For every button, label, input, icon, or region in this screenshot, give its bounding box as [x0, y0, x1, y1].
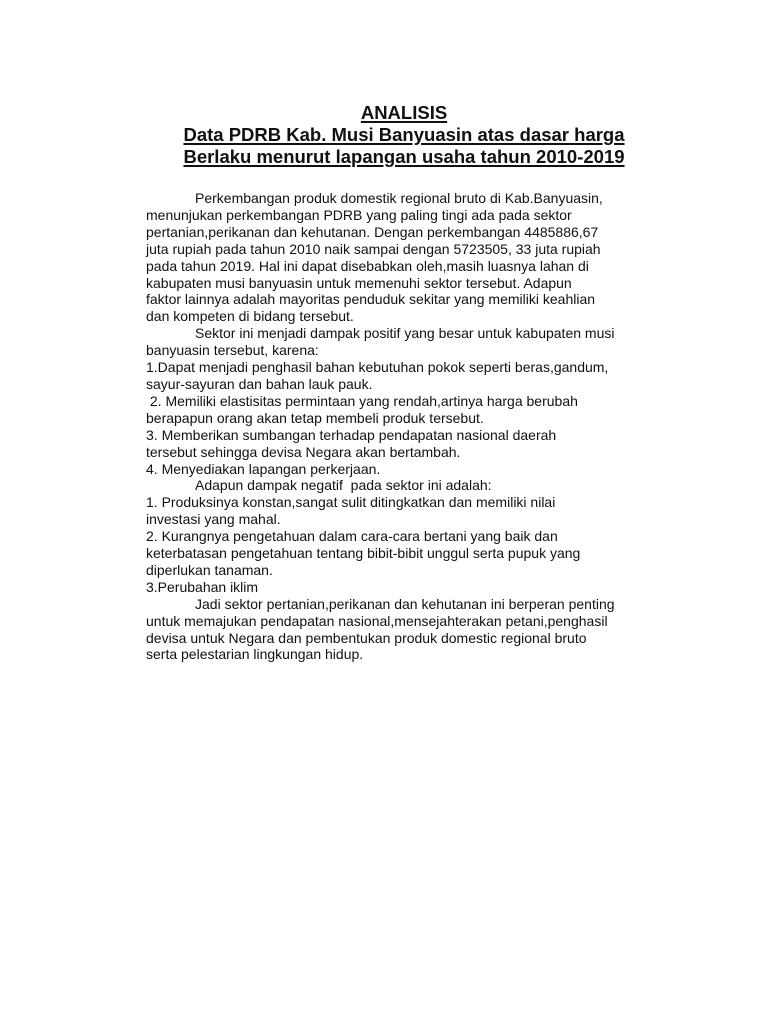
body-line: menunjukan perkembangan PDRB yang paling tingi ada pada sektor: [146, 206, 572, 223]
list-item: berapapun orang akan tetap membeli produk tersebut.: [146, 409, 484, 426]
body-line: Perkembangan produk domestik regional bruto di Kab.Banyuasin,: [195, 190, 603, 206]
title-heading: ANALISIS: [360, 102, 448, 123]
list-item: 1.Dapat menjadi penghasil bahan kebutuhan pokok seperti beras,gandum,: [146, 359, 609, 376]
body-line: devisa untuk Negara dan pembentukan produk domestic regional bruto: [146, 629, 587, 646]
list-item: investasi yang mahal.: [146, 511, 281, 528]
list-item: tersebut sehingga devisa Negara akan bertambah.: [146, 443, 461, 460]
list-item: 3.Perubahan iklim: [146, 578, 259, 595]
list-item: diperlukan tanaman.: [146, 561, 273, 578]
list-item: 3. Memberikan sumbangan terhadap pendapatan nasional daerah: [146, 426, 557, 443]
title-subtitle-line-1: Data PDRB Kab. Musi Banyuasin atas dasar harga: [183, 124, 625, 145]
body-line: untuk memajukan pendapatan nasional,mensejahterakan petani,penghasil: [146, 612, 608, 629]
list-item: 1. Produksinya konstan,sangat sulit ditingkatkan dan memiliki nilai: [146, 494, 556, 511]
document-page: [146, 102, 662, 663]
body-line: pada tahun 2019. Hal ini dapat disebabkan oleh,masih luasnya lahan di: [146, 257, 589, 274]
list-item: 4. Menyediakan lapangan perkerjaan.: [146, 460, 381, 477]
body-line: Sektor ini menjadi dampak positif yang besar untuk kabupaten musi: [195, 325, 615, 342]
body-line: faktor lainnya adalah mayoritas penduduk sekitar yang memiliki keahlian: [146, 291, 596, 308]
document-body: [146, 190, 662, 663]
body-line: Jadi sektor pertanian,perikanan dan kehutanan ini berperan penting: [195, 595, 615, 612]
list-item: keterbatasan pengetahuan tentang bibit-bibit unggul serta pupuk yang: [146, 545, 581, 562]
body-line: juta rupiah pada tahun 2010 naik sampai dengan 5723505, 33 juta rupiah: [146, 240, 601, 257]
body-line: serta pelestarian lingkungan hidup.: [146, 646, 364, 663]
body-line: dan kompeten di bidang tersebut.: [146, 308, 354, 325]
document-title: [146, 102, 662, 168]
list-item: sayur-sayuran dan bahan lauk pauk.: [146, 375, 373, 392]
list-item: 2. Kurangnya pengetahuan dalam cara-cara bertani yang baik dan: [146, 528, 558, 545]
title-subtitle-line-2: Berlaku menurut lapangan usaha tahun 2010-2019: [183, 146, 625, 167]
list-item: 2. Memiliki elastisitas permintaan yang rendah,artinya harga berubah: [146, 392, 578, 409]
body-line: banyuasin tersebut, karena:: [146, 342, 319, 359]
body-line: pertanian,perikanan dan kehutanan. Dengan perkembangan 4485886,67: [146, 223, 599, 240]
body-line: kabupaten musi banyuasin untuk memenuhi sektor tersebut. Adapun: [146, 274, 572, 291]
body-line: Adapun dampak negatif pada sektor ini adalah:: [195, 477, 492, 494]
